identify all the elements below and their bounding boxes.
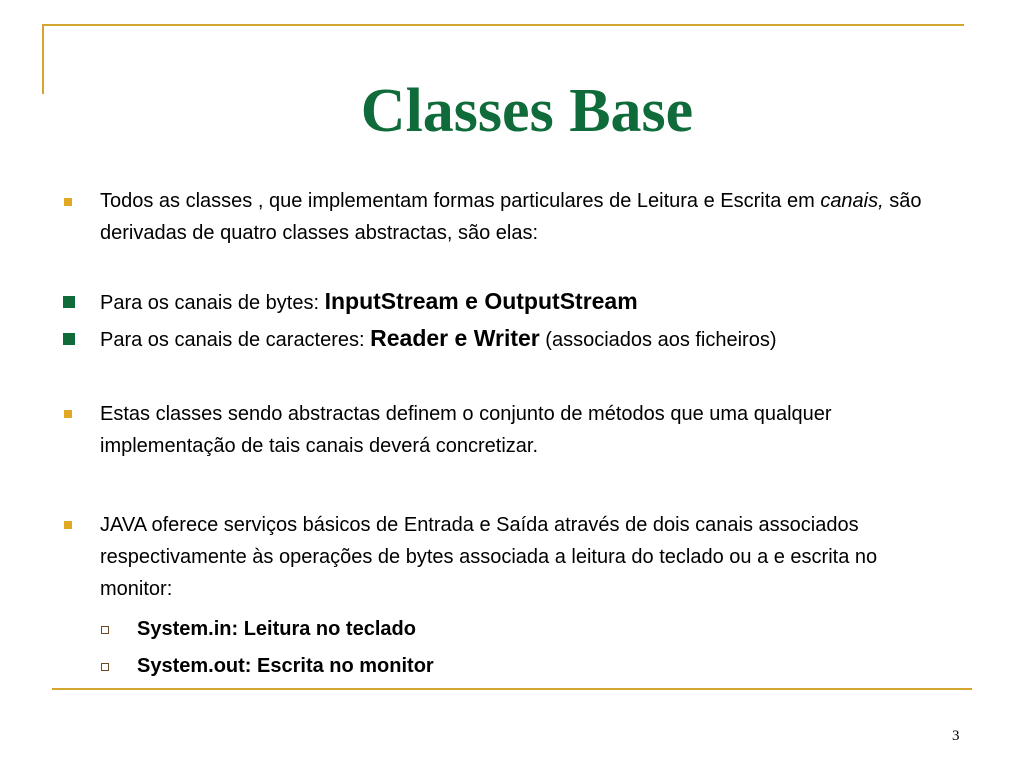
sub-bullet-marker <box>101 663 109 671</box>
bullet-marker <box>63 333 75 345</box>
bullet-2 <box>100 285 960 319</box>
frame-top-line <box>42 24 964 26</box>
page-number: 3 <box>952 728 960 744</box>
bullet-4: Estas classes sendo abstractas definem o conjunto de métodos que uma qualquer implementação de tais canais deverá concretizar. <box>100 403 832 457</box>
bullet-marker <box>64 521 72 529</box>
frame-bottom-line <box>52 688 972 690</box>
sub-bullet-marker <box>101 626 109 634</box>
bullet-2-bold: InputStream e OutputStream <box>324 288 638 314</box>
bullet-2-text: Para os canais de bytes: <box>100 292 325 314</box>
bullet-1 <box>100 185 960 249</box>
bullet-3-text-end: (associados aos ficheiros) <box>539 329 777 351</box>
bullet-5: JAVA oferece serviços básicos de Entrada e Saída através de dois canais associados respectivamente às operações de bytes associada a leitura do teclado ou a e escrita no monitor: <box>100 514 878 600</box>
bullet-marker <box>64 410 72 418</box>
bullet-marker <box>63 296 75 308</box>
bullet-1-text: Todos as classes , que implementam formas particulares de Leitura e Escrita em <box>100 190 821 212</box>
bullet-1-text-end: são derivadas de quatro classes abstractas, são elas: <box>100 190 922 244</box>
sub-bullet-1: System.in: Leitura no teclado <box>137 618 416 640</box>
bullet-1-italic: canais, <box>820 190 884 212</box>
slide-title: Classes Base <box>360 77 694 145</box>
bullet-3 <box>100 322 960 356</box>
bullet-3-bold: Reader e Writer <box>370 325 540 351</box>
bullet-3-text: Para os canais de caracteres: <box>100 329 371 351</box>
bullet-marker <box>64 198 72 206</box>
sub-bullet-2: System.out: Escrita no monitor <box>137 655 434 677</box>
